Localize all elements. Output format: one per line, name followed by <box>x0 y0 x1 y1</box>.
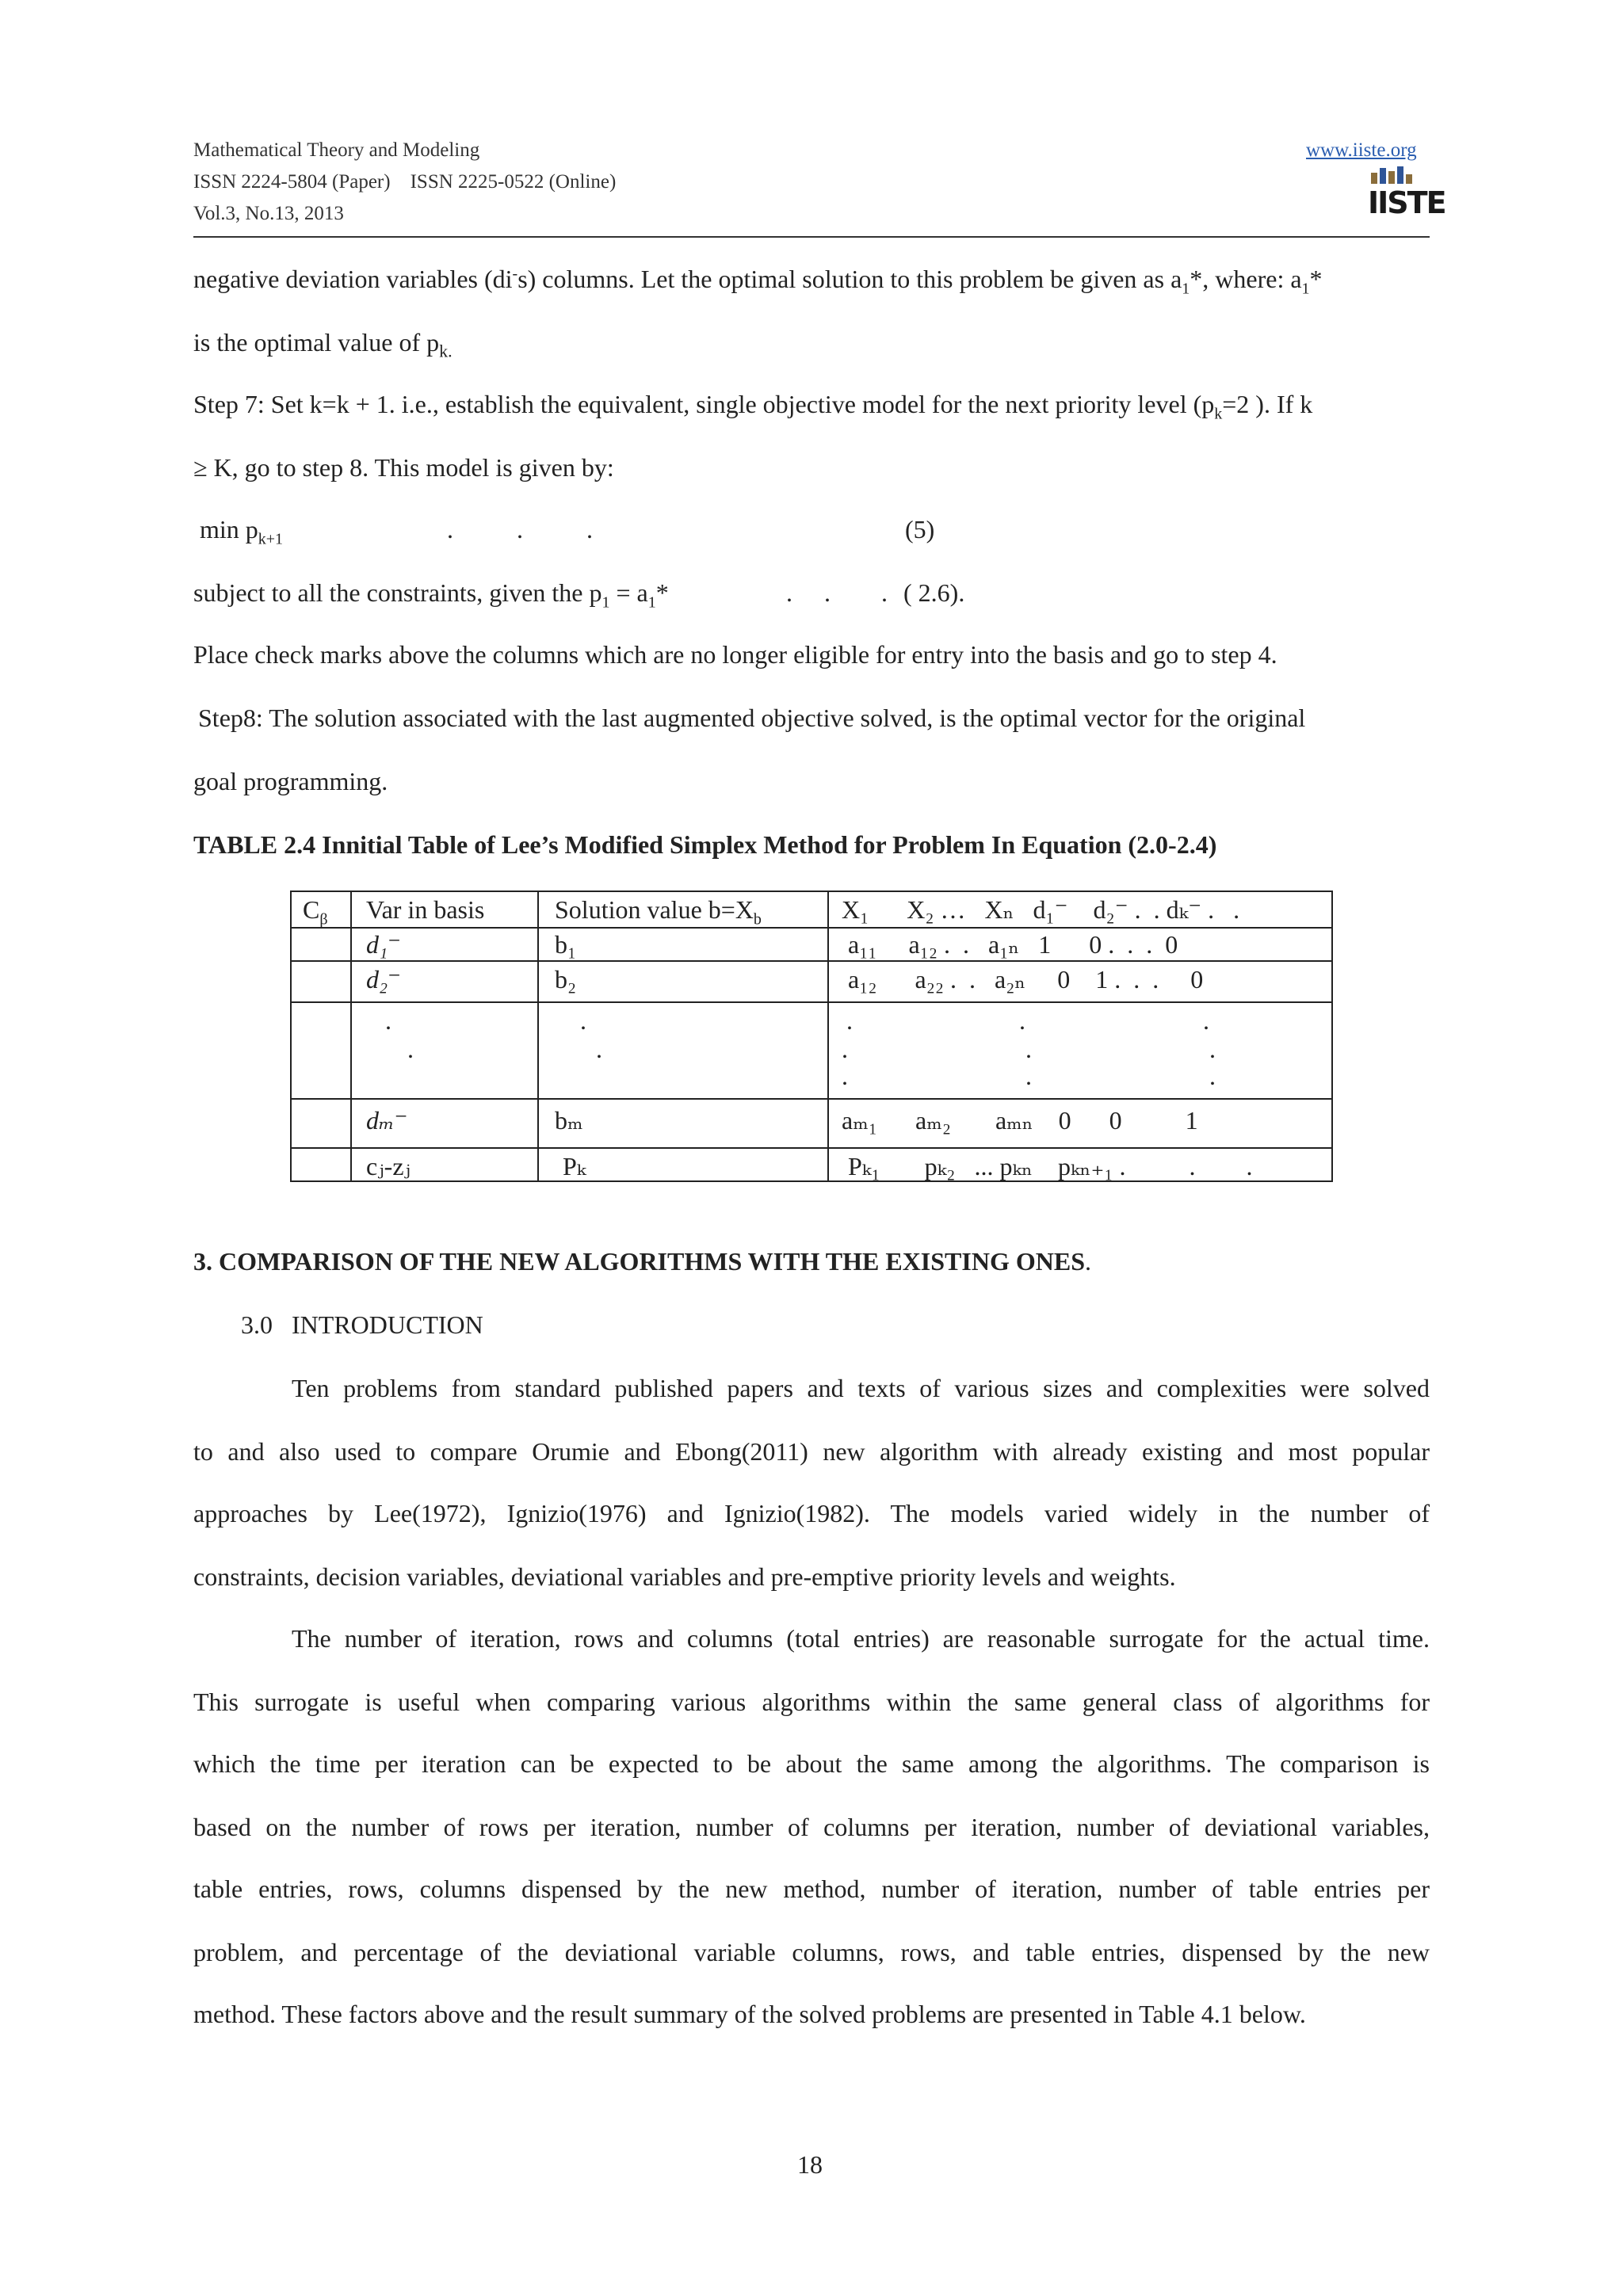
step7-line2: ≥ K, go to step 8. This model is given by: <box>193 453 614 482</box>
issn-line: ISSN 2224-5804 (Paper) ISSN 2225-0522 (Online) <box>193 171 617 193</box>
table-col-divider <box>537 891 539 1182</box>
table-row-divider <box>290 960 1333 962</box>
table-col-divider <box>827 891 829 1182</box>
table-row-divider <box>290 1098 1333 1100</box>
row-var-d2: d₂⁻ <box>366 965 402 994</box>
min-pk-equation: $\min p_{k+1}$ <box>200 515 284 548</box>
dots: . <box>1209 1062 1216 1090</box>
table-row-divider <box>290 1147 1333 1149</box>
row-var-cj-zj: cⱼ-zⱼ <box>366 1152 411 1180</box>
intro-paragraph-line: approaches by Lee(1972), Ignizio(1976) and Ignizio(1982). The models varied widely in the number of <box>193 1499 1430 1527</box>
dots: . <box>1203 1006 1209 1035</box>
table-border-top <box>290 891 1333 892</box>
table-border-right <box>1331 891 1333 1182</box>
dots: . <box>596 1035 602 1063</box>
header-solution-value: Solution value $b=X_b$ <box>555 895 762 929</box>
step7-line1: Step 7: Set k=k + 1. i.e., establish the equivalent, single objective model for the next priority level ($p_k=2$ ). If k <box>193 390 1313 423</box>
dots: . <box>385 1006 391 1035</box>
dots: . <box>846 1006 853 1035</box>
row-coefs-d2: a₁₂ a₂₂ . . a₂ₙ 0 1 . . . 0 <box>848 965 1204 994</box>
intro-paragraph-line: to and also used to compare Orumie and Ebong(2011) new algorithm with already existing and most popular <box>193 1437 1430 1466</box>
comparison-paragraph-line: which the time per iteration can be expected to be about the same among the algorithms. The comparison is <box>193 1749 1430 1778</box>
row-coefs-d1: a₁₁ a₁₂ . . a₁ₙ 1 0 . . . 0 <box>848 930 1178 959</box>
step8-line1: Step8: The solution associated with the last augmented objective solved, is the optimal vector for the original <box>198 704 1306 732</box>
logo-bars-icon <box>1371 166 1412 184</box>
table-col-divider <box>350 891 352 1182</box>
comparison-paragraph-line: The number of iteration, rows and columns (total entries) are reasonable surrogate for the actual time. <box>292 1624 1430 1653</box>
dots: . <box>1019 1006 1025 1035</box>
equation-number-2-6: ( 2.6). <box>903 578 965 607</box>
table-row-divider <box>290 1001 1333 1003</box>
simplex-table <box>290 891 1333 1182</box>
step8-line2: goal programming. <box>193 767 388 795</box>
paragraph-optimal-value: is the optimal value of $p_{k.}$ <box>193 328 453 361</box>
intro-paragraph-line: constraints, decision variables, deviational variables and pre-emptive priority levels and weights. <box>193 1562 1176 1591</box>
header-variable-columns: X₁ X₂ … Xₙ d₁⁻ d₂⁻ . . dₖ⁻ . . <box>842 895 1240 924</box>
row-sol-b2: b₂ <box>555 965 577 994</box>
place-check-marks: Place check marks above the columns which are no longer eligible for entry into the basis and go to step 4. <box>193 640 1277 669</box>
intro-paragraph-line: Ten problems from standard published papers and texts of various sizes and complexities were solved <box>292 1374 1430 1402</box>
comparison-paragraph-line: method. These factors above and the result summary of the solved problems are presented in Table 4.1 below. <box>193 2000 1306 2028</box>
header-rule <box>193 236 1430 238</box>
comparison-paragraph-line: table entries, rows, columns dispensed by the new method, number of iteration, number of table entries per <box>193 1875 1430 1903</box>
header-c-beta: $C_\beta$ <box>303 895 328 929</box>
row-sol-pk: Pₖ <box>563 1152 586 1180</box>
table-row-divider <box>290 927 1333 929</box>
journal-title: Mathematical Theory and Modeling <box>193 139 480 161</box>
section3-subheading: 3.0 INTRODUCTION <box>241 1310 483 1339</box>
iiste-logo <box>1368 166 1445 225</box>
row-sol-bm: bₘ <box>555 1106 583 1135</box>
equation-dots: . . . <box>447 515 593 543</box>
volume-line: Vol.3, No.13, 2013 <box>193 203 344 224</box>
equation-number-5: (5) <box>905 515 935 543</box>
dots: . <box>1025 1035 1032 1063</box>
dots: . <box>842 1062 848 1090</box>
paragraph-deviation: negative deviation variables (di-s) columns. Let the optimal solution to this problem be given as $a_1*$, where: $a_1*$ <box>193 265 1323 298</box>
comparison-paragraph-line: This surrogate is useful when comparing various algorithms within the same general class of algorithms for <box>193 1688 1430 1716</box>
dots: . <box>1209 1035 1216 1063</box>
comparison-paragraph-line: based on the number of rows per iteration, number of columns per iteration, number of deviational variables, <box>193 1813 1430 1841</box>
dots: . <box>407 1035 414 1063</box>
header-var-in-basis: Var in basis <box>366 895 485 924</box>
dots: . <box>580 1006 586 1035</box>
dots: . <box>842 1035 848 1063</box>
row-coefs-dm: aₘ₁ aₘ₂ aₘₙ 0 0 1 <box>842 1106 1198 1135</box>
row-var-d1: d₁⁻ <box>366 930 402 959</box>
table-border-bottom <box>290 1180 1333 1182</box>
table-border-left <box>290 891 292 1182</box>
table-caption: TABLE 2.4 Innitial Table of Lee’s Modified Simplex Method for Problem In Equation (2.0-2.4) <box>193 830 1217 859</box>
section3-heading: 3. COMPARISON OF THE NEW ALGORITHMS WITH THE EXISTING ONES. <box>193 1247 1091 1276</box>
row-coefs-cj-zj: Pₖ₁ pₖ₂ ... pₖₙ pₖₙ₊₁ . . . <box>848 1152 1253 1180</box>
dots: . <box>1025 1062 1032 1090</box>
logo-text: IISTE <box>1368 185 1445 220</box>
row-var-dm: dₘ⁻ <box>366 1106 408 1135</box>
subject-to-line: subject to all the constraints, given the $p_1 = a_1*$ <box>193 578 669 612</box>
website-link[interactable]: www.iiste.org <box>1306 139 1417 161</box>
comparison-paragraph-line: problem, and percentage of the deviational variable columns, rows, and table entries, dispensed by the new <box>193 1938 1430 1966</box>
subject-dots: . . . <box>786 578 888 607</box>
row-sol-b1: b₁ <box>555 930 577 959</box>
page-number: 18 <box>797 2150 823 2179</box>
